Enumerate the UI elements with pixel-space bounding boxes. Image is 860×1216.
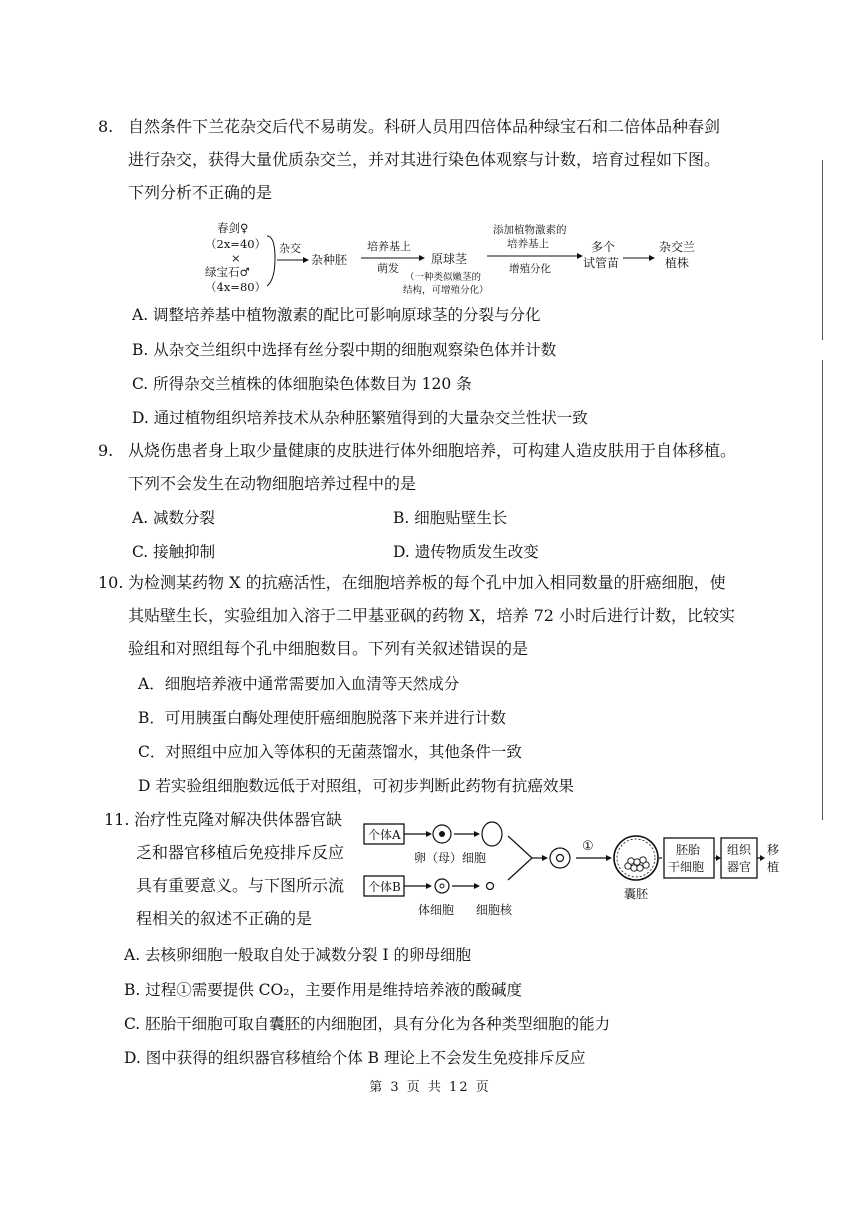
question-number: 10. bbox=[98, 573, 124, 592]
individual-b: 个体B bbox=[368, 880, 401, 894]
transplant-label-1: 移 bbox=[767, 843, 780, 857]
scan-edge-line bbox=[822, 160, 823, 340]
question-11-line-4: 程相关的叙述不正确的是 bbox=[136, 909, 313, 928]
question-8-line-3: 下列分析不正确的是 bbox=[128, 183, 273, 202]
enucleated-egg-icon bbox=[482, 822, 502, 846]
hybrid-orchid-plant-1: 杂交兰 bbox=[659, 240, 696, 254]
parent-chunjian-chromosome: （2x=40） bbox=[205, 237, 267, 251]
parent-lvbaoshi-chromosome: （4x=80） bbox=[205, 280, 267, 294]
therapeutic-cloning-diagram bbox=[362, 814, 782, 926]
individual-a: 个体A bbox=[368, 828, 401, 842]
arrow-head bbox=[426, 831, 432, 837]
arrow-head bbox=[474, 831, 480, 837]
question-number: 11. bbox=[104, 810, 130, 829]
q11-option-d[interactable]: D. 图中获得的组织器官移植给个体 B 理论上不会发生免疫排斥反应 bbox=[124, 1049, 586, 1067]
question-number: 9. bbox=[98, 441, 114, 460]
question-10-line-2: 其贴壁生长，实验组加入溶于二甲基亚砜的药物 X，培养 72 小时后进行计数，比较实 bbox=[128, 606, 736, 625]
scan-edge-line bbox=[822, 360, 823, 820]
parent-lvbaoshi: 绿宝石♂ bbox=[205, 265, 250, 279]
pseudobulb-note-1: （一种类似嫩茎的 bbox=[405, 272, 482, 283]
step-medium-label: 培养基上 bbox=[367, 240, 411, 253]
arrow-head bbox=[542, 855, 548, 861]
test-tube-seedlings-1: 多个 bbox=[591, 240, 616, 254]
embryonic-stem-cell-1: 胚胎 bbox=[676, 843, 701, 857]
q10-option-c[interactable]: C．对照组中应加入等体积的无菌蒸馏水，其他条件一致 bbox=[138, 743, 522, 761]
q9-option-a[interactable]: A. 减数分裂 bbox=[132, 509, 216, 527]
question-11-line-3: 具有重要意义。与下图所示流 bbox=[136, 876, 345, 895]
step-hormone-label-1: 添加植物激素的 bbox=[493, 224, 567, 236]
pseudobulb: 原球茎 bbox=[431, 252, 468, 266]
parent-chunjian: 春剑♀ bbox=[217, 221, 249, 235]
q8-option-d[interactable]: D. 通过植物组织培养技术从杂种胚繁殖得到的大量杂交兰性状一致 bbox=[132, 409, 588, 427]
q8-option-b[interactable]: B. 从杂交兰组织中选择有丝分裂中期的细胞观察染色体并计数 bbox=[132, 341, 557, 359]
egg-label: 卵（母）细胞 bbox=[414, 851, 487, 865]
hybrid-orchid-plant-2: 植株 bbox=[665, 256, 690, 270]
q9-option-d[interactable]: D. 遗传物质发生改变 bbox=[393, 543, 539, 561]
q8-option-c[interactable]: C. 所得杂交兰植株的体细胞染色体数目为 120 条 bbox=[132, 375, 472, 393]
somatic-nucleus-icon bbox=[440, 884, 444, 888]
isolated-nucleus-icon bbox=[487, 883, 494, 890]
question-number: 8. bbox=[98, 117, 114, 136]
step-proliferate-label: 增殖分化 bbox=[509, 263, 551, 275]
question-10-line-3: 验组和对照组每个孔中细胞数目。下列有关叙述错误的是 bbox=[128, 639, 529, 658]
reconstructed-nucleus-icon bbox=[557, 855, 564, 862]
question-10-line-1: 10. 为检测某药物 X 的抗癌活性，在细胞培养板的每个孔中加入相同数量的肝癌细胞，使 bbox=[98, 566, 726, 599]
q11-option-b[interactable]: B. 过程①需要提供 CO₂，主要作用是维持培养液的酸碱度 bbox=[124, 981, 522, 999]
transplant-label-2: 植 bbox=[767, 860, 780, 874]
question-9-line-1: 9. 从烧伤患者身上取少量健康的皮肤进行体外细胞培养，可构建人造皮肤用于自体移植。 bbox=[98, 434, 736, 467]
q11-option-c[interactable]: C. 胚胎干细胞可取自囊胚的内细胞团，具有分化为各种类型细胞的能力 bbox=[124, 1015, 611, 1033]
pseudobulb-note-2: 结构，可增殖分化） bbox=[403, 285, 489, 296]
question-11-line-1: 11. 治疗性克隆对解决供体器官缺 bbox=[104, 803, 342, 836]
orchid-breeding-diagram bbox=[195, 218, 715, 298]
question-8-line-2: 进行杂交，获得大量优质杂交兰，并对其进行染色体观察与计数，培育过程如下图。 bbox=[128, 150, 721, 169]
arrow-head bbox=[606, 855, 612, 861]
question-9-line-2: 下列不会发生在动物细胞培养过程中的是 bbox=[128, 474, 417, 493]
blastocyst-label: 囊胚 bbox=[624, 887, 649, 901]
arrow-head bbox=[419, 255, 425, 261]
q9-option-b[interactable]: B. 细胞贴壁生长 bbox=[393, 509, 508, 527]
hybrid-embryo: 杂种胚 bbox=[311, 253, 348, 267]
arrow-head bbox=[760, 855, 765, 861]
nucleus-label: 细胞核 bbox=[476, 903, 513, 917]
q10-option-d[interactable]: D 若实验组细胞数远低于对照组，可初步判断此药物有抗癌效果 bbox=[138, 777, 574, 795]
process-1-label: ① bbox=[582, 839, 594, 854]
step-germinate-label: 萌发 bbox=[377, 262, 399, 275]
q10-option-b[interactable]: B．可用胰蛋白酶处理使肝癌细胞脱落下来并进行计数 bbox=[138, 709, 506, 727]
egg-nucleus-icon bbox=[439, 831, 445, 837]
step-cross-label: 杂交 bbox=[279, 242, 301, 255]
arrow-head bbox=[474, 883, 480, 889]
tissue-organ-2: 器官 bbox=[727, 860, 752, 874]
merge-line bbox=[508, 836, 532, 858]
arrow-head bbox=[716, 855, 721, 861]
blastocyst-icon bbox=[614, 836, 658, 880]
q9-option-c[interactable]: C. 接触抑制 bbox=[132, 543, 216, 561]
somatic-cell-label: 体细胞 bbox=[418, 903, 455, 917]
embryonic-stem-cell-2: 干细胞 bbox=[668, 860, 705, 874]
merge-line bbox=[508, 858, 532, 880]
question-11-line-2: 乏和器官移植后免疫排斥反应 bbox=[136, 843, 345, 862]
page-footer: 第 3 页 共 12 页 bbox=[369, 1080, 491, 1095]
arrow-head bbox=[426, 883, 432, 889]
arrow-head bbox=[303, 257, 309, 263]
q10-option-a[interactable]: A．细胞培养液中通常需要加入血清等天然成分 bbox=[138, 675, 460, 693]
cross-symbol: × bbox=[231, 251, 241, 265]
step-hormone-label-2: 培养基上 bbox=[507, 238, 549, 250]
bracket-line bbox=[267, 236, 275, 286]
q8-option-a[interactable]: A. 调整培养基中植物激素的配比可影响原球茎的分裂与分化 bbox=[132, 306, 541, 324]
q11-option-a[interactable]: A. 去核卵细胞一般取自处于减数分裂 I 的卵母细胞 bbox=[124, 946, 472, 964]
question-8-line-1: 8. 自然条件下兰花杂交后代不易萌发。科研人员用四倍体品种绿宝石和二倍体品种春剑 bbox=[98, 110, 720, 143]
tissue-organ-1: 组织 bbox=[727, 843, 752, 857]
test-tube-seedlings-2: 试管苗 bbox=[583, 256, 620, 270]
arrow-head bbox=[649, 255, 655, 261]
